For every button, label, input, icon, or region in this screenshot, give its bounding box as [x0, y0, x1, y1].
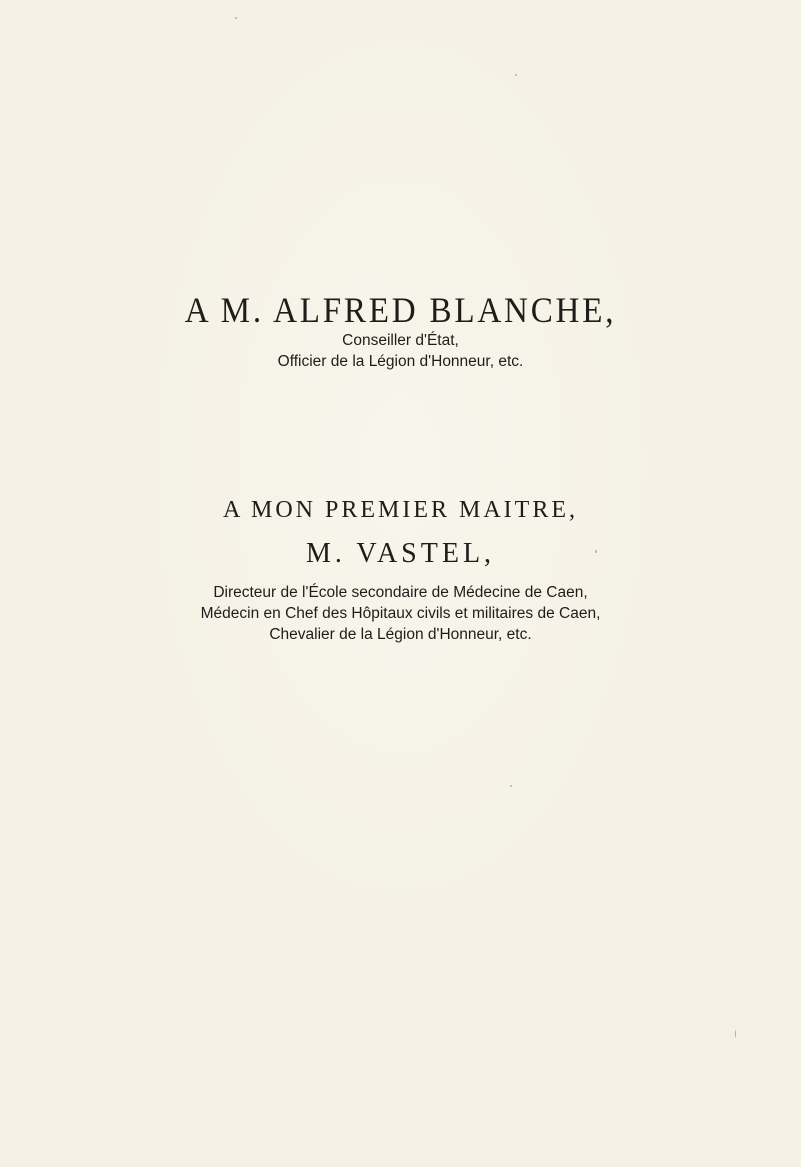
paper-speck	[595, 550, 597, 553]
paper-speck	[510, 785, 512, 787]
dedication-titles	[0, 582, 801, 645]
paper-speck	[735, 1030, 736, 1038]
paper-speck	[515, 74, 517, 76]
dedication-title-line: Médecin en Chef des Hôpitaux civils et militaires de Caen,	[200, 605, 601, 622]
dedication-title-line: Chevalier de la Légion d'Honneur, etc.	[269, 626, 532, 643]
dedication-title-line: Officier de la Légion d'Honneur, etc.	[277, 353, 524, 370]
dedication-title-line: Directeur de l'École secondaire de Médecine de Caen,	[213, 584, 588, 601]
dedication-heading: A MON PREMIER MAITRE,	[222, 497, 579, 523]
dedication-blanche	[0, 290, 801, 372]
paper-speck	[235, 17, 237, 19]
dedication-name: M. VASTEL,	[305, 538, 496, 569]
dedication-heading: A M. ALFRED BLANCHE,	[184, 290, 617, 330]
dedication-vastel	[0, 496, 801, 645]
dedication-title-line: Conseiller d'État,	[342, 332, 459, 349]
